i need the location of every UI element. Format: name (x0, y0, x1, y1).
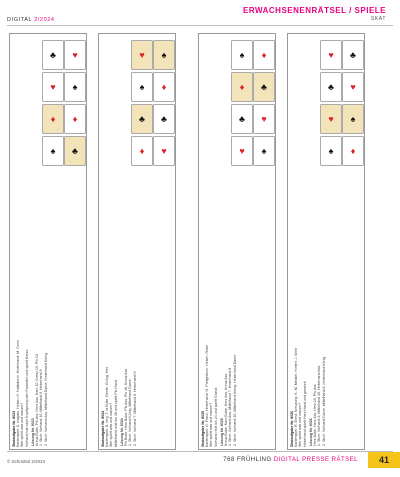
puzzle-line: Wer spielt was und warum? (20, 402, 25, 447)
solution-line: 1. Stich: Vorhand 9, Mittelhand 10, Hinterhand Ass (317, 365, 322, 446)
card-heart: ♥ (231, 136, 253, 166)
solution-line: 2. Stich: Vorhand 10, Mittelhand König, Hinterhand Dame (232, 354, 237, 446)
puzzle-text-column (101, 34, 119, 449)
card-spade: ♠ (320, 136, 342, 166)
section-title: ERWACHSENENRÄTSEL / SPIELE (243, 6, 386, 15)
solution-text (309, 46, 327, 446)
footer-rule (7, 451, 393, 452)
card-heart: ♥ (253, 104, 275, 134)
puzzle-text-column (290, 34, 308, 449)
puzzle-line: Wer spielt was und warum? (109, 402, 114, 447)
card-diamond: ♦ (342, 136, 364, 166)
solution-column (309, 33, 327, 448)
solution-line: 2. Stich: Vorhand Ass, Mittelhand Dame, Hinterhand König (43, 352, 48, 446)
solution-title: Lösung Nr. 8025 (220, 418, 224, 446)
card-heart: ♥ (42, 72, 64, 102)
card-club-face: ♣ (64, 136, 86, 166)
card-spade: ♠ (64, 72, 86, 102)
puzzle-title: Skataufgabe Nr. 8026 (290, 410, 294, 447)
magazine-name: DIGITAL (7, 17, 32, 23)
puzzle-line: Wer spielt was und warum? (209, 402, 214, 447)
copyright: © Schmittol 2/2024 (7, 459, 46, 464)
footer-magazine (223, 457, 358, 463)
solution-line: Kreuz Bube, Pik Ass, Herz Ass, Karo 10, Kreuz 10, Pik 10 (35, 354, 40, 446)
header-rule (7, 25, 393, 26)
footer-section: DIGITAL PRESSE RÄTSEL (273, 457, 358, 463)
puzzle-line: Kartenspiel: R. Ernst, Kreuzung: K. M. Meister, Hinten: J. Breit (294, 348, 299, 447)
puzzle-text (101, 47, 119, 447)
solution-column (220, 33, 238, 448)
magazine-header (7, 17, 55, 23)
card-diamond: ♦ (131, 136, 153, 166)
card-club: ♣ (342, 40, 364, 70)
card-club: ♣ (231, 104, 253, 134)
footer-issue: 768 FRÜHLING (223, 457, 272, 463)
solution-line: Pik Bube, Herz Bube, Pik Ass, Pik 10, Kreuz Ass (124, 368, 129, 446)
puzzle-title: Skataufgabe Nr. 8024 (101, 410, 105, 447)
card-diamond-face: ♦ (42, 104, 64, 134)
card-heart-face: ♥ (320, 104, 342, 134)
puzzle-text-column (201, 34, 219, 449)
card-heart-face: ♥ (131, 40, 153, 70)
solution-line: 2. Stich: Vorhand 7, Mittelhand 8, Hinterhand 9 (132, 371, 137, 446)
card-heart: ♥ (153, 136, 175, 166)
card-spade: ♠ (42, 136, 64, 166)
card-club: ♣ (153, 104, 175, 134)
card-diamond: ♦ (153, 72, 175, 102)
solution-text (220, 46, 238, 446)
solution-text (120, 46, 138, 446)
solution-text (31, 46, 49, 446)
puzzle-text (12, 47, 30, 447)
solution-title: Lösung Nr. 8026 (309, 418, 313, 446)
section-subtitle: SKAT (370, 16, 386, 22)
card-club: ♣ (320, 72, 342, 102)
puzzle-text (201, 47, 219, 447)
card-spade: ♠ (253, 136, 275, 166)
puzzle-title: Skataufgabe Nr. 8023 (12, 410, 16, 447)
card-club: ♣ (42, 40, 64, 70)
solution-line: 2. Stich: Vorhand Dame, Mittelhand 8, Hinterhand König (321, 356, 326, 446)
puzzle-text-column (12, 34, 30, 449)
solution-title: Lösung Nr. 8024 (120, 418, 124, 446)
header-right (243, 6, 386, 22)
puzzle-text (290, 47, 308, 447)
puzzle-line: Kartenspiel: B. Ierg, T. la Rulle, Rente, Grüng, Hes (105, 366, 110, 447)
puzzle-line: Kartenspiel: K. Inagalo, Hinten: H. Hattakorm, Hinterhand: M. Cenn (16, 340, 21, 447)
card-spade-face: ♠ (153, 40, 175, 70)
card-diamond-face: ♦ (231, 72, 253, 102)
puzzle-line: Vorhand hat nach Kopfsprung den Farbstich und spielt Kreuz. (24, 348, 29, 447)
solution-line: 1. Stich: Vorhand König, Mittelhand Dame (128, 379, 133, 446)
solution-line: Kreuz Bube, Karo Bube, Herz Ass, Kreuz Ass (224, 373, 229, 446)
solution-line: 1. Stich: Vorhand Ass, Mittelhand 7, Hinterhand 8 (228, 367, 233, 446)
card-heart: ♥ (342, 72, 364, 102)
puzzle-line: Mittelhand reizt bis 36 und spielt Pik Hand. (113, 379, 118, 447)
card-diamond: ♦ (253, 40, 275, 70)
page-number: 41 (368, 452, 400, 468)
card-spade: ♠ (231, 40, 253, 70)
card-spade-face: ♠ (342, 104, 364, 134)
solution-column (120, 33, 138, 448)
solution-line: Herz Bube, Herz Ass, Herz 10, Pik Ass (313, 384, 318, 446)
puzzle-title: Skataufgabe Nr. 8025 (201, 410, 205, 447)
card-diamond: ♦ (64, 104, 86, 134)
issue-number: 2/2024 (34, 17, 55, 23)
solution-line: 1. Stich: Vorhand 10, Mittelhand 8, Hinterhand 9 (39, 369, 44, 446)
puzzle-line: Vorhand reizt bis 24 und spielt Grand. (213, 386, 218, 447)
puzzle-line: Kartenspiel: G. Franz, Hinterhand: G. Pretgedorm, Hinten: Rebe (205, 344, 210, 447)
solution-column (31, 33, 49, 448)
puzzle-line: Wer spielt was und warum? (298, 402, 303, 447)
card-club-face: ♣ (131, 104, 153, 134)
card-spade: ♠ (131, 72, 153, 102)
card-club-face: ♣ (253, 72, 275, 102)
card-heart: ♥ (320, 40, 342, 70)
card-heart: ♥ (64, 40, 86, 70)
puzzle-line: Hinterhand spielt Herz Hand und gewinnt. (302, 380, 307, 447)
solution-title: Lösung Nr. 8023 (31, 418, 35, 446)
